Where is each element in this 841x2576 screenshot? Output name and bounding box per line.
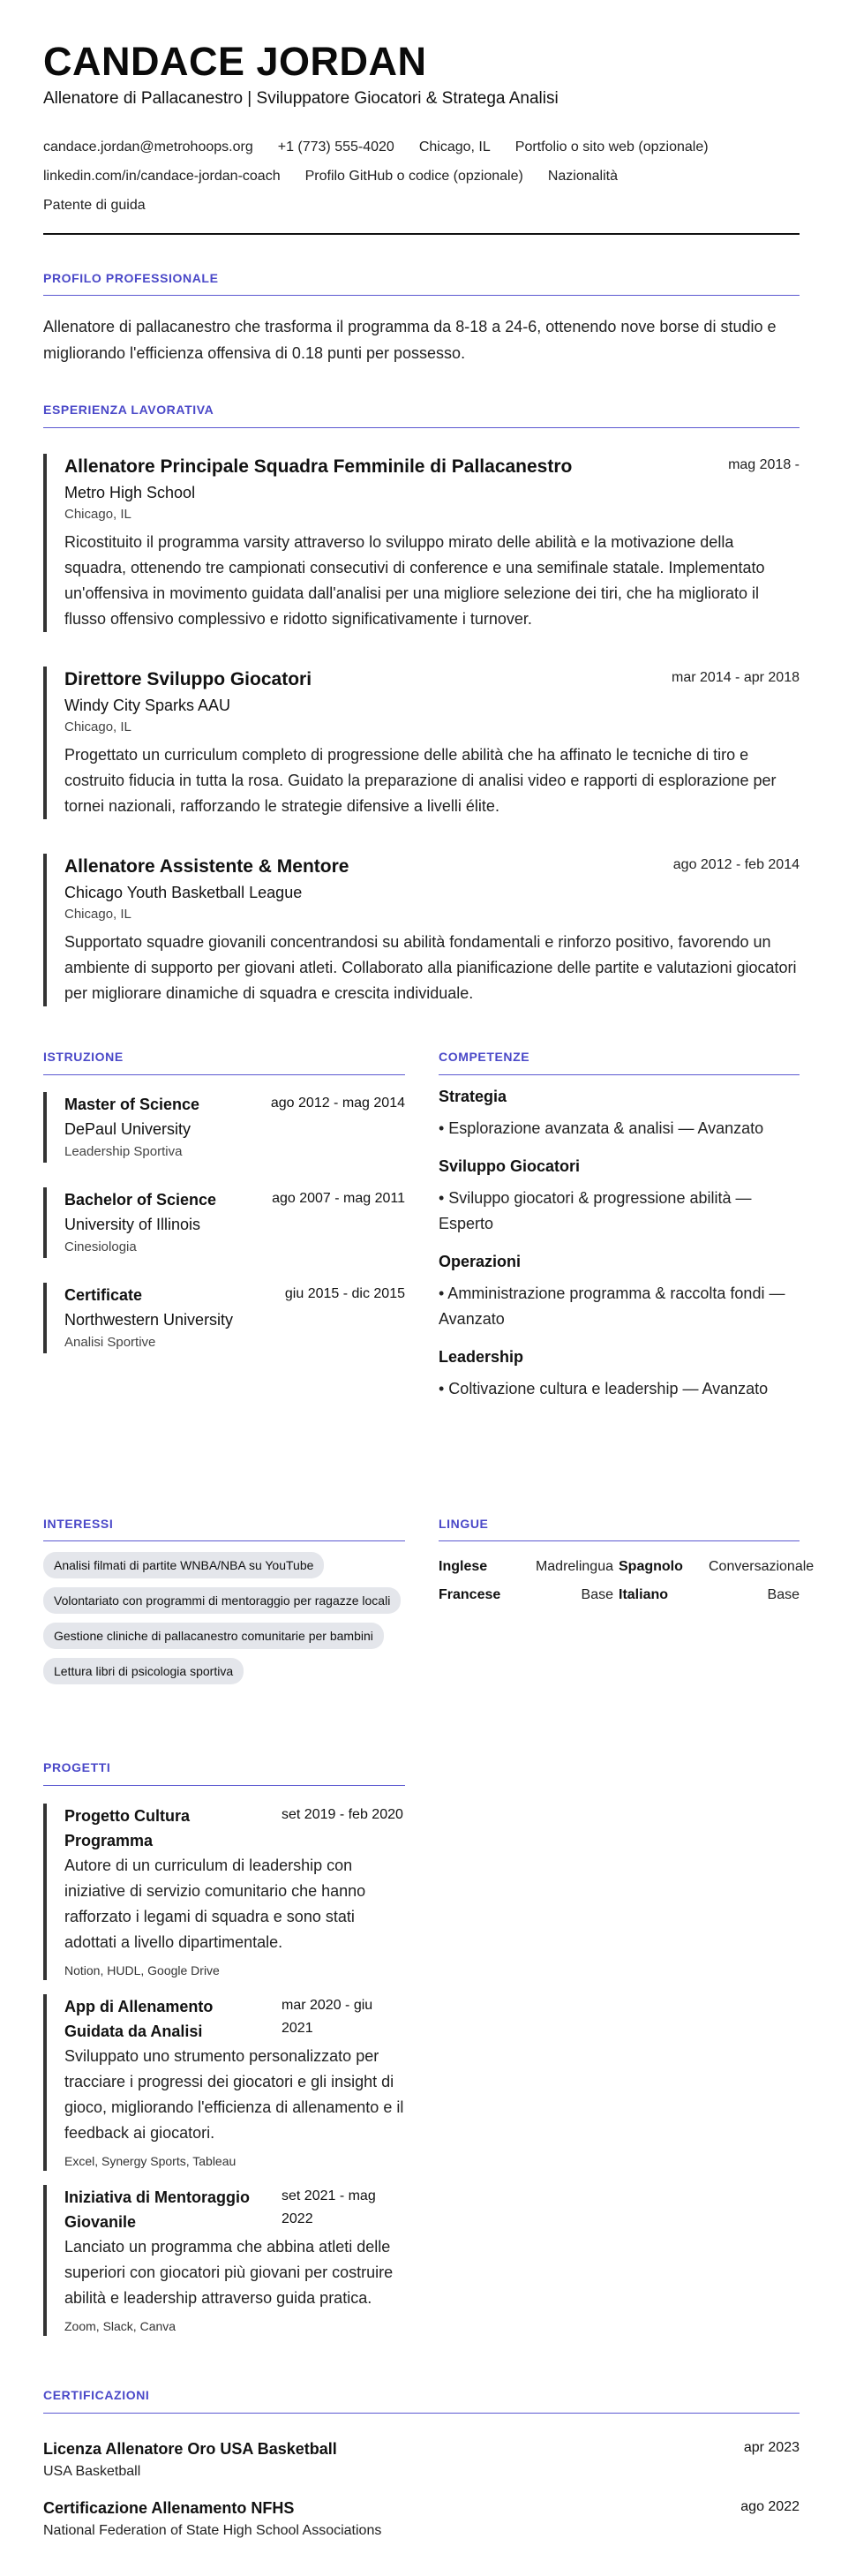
language-level: Madrelingua xyxy=(535,1559,613,1574)
education-field: Cinesiologia xyxy=(64,1239,137,1254)
job-dates: mar 2014 - apr 2018 xyxy=(672,670,800,685)
education-item xyxy=(43,1092,405,1163)
education-degree: Certificate xyxy=(64,1286,143,1304)
project-item xyxy=(43,2185,405,2336)
language-level: Base xyxy=(581,1587,613,1602)
project-name: Progetto Cultura Programma xyxy=(64,1807,190,1849)
language-name: Italiano xyxy=(619,1587,669,1602)
skill-group xyxy=(439,1344,800,1402)
certification-issuer: USA Basketball xyxy=(43,2464,141,2479)
contact-location: Chicago, IL xyxy=(418,139,491,154)
skill-group xyxy=(439,1154,800,1237)
section-title-education: ISTRUZIONE xyxy=(43,1050,124,1064)
education-school: DePaul University xyxy=(64,1120,191,1138)
contact-nationality: Nazionalità xyxy=(547,168,618,184)
education-school: University of Illinois xyxy=(64,1216,201,1233)
interest-chip: Volontariato con programmi di mentoraggio per ragazze locali xyxy=(43,1587,401,1614)
skill-item: • Amministrazione programma & raccolta fondi — Avanzato xyxy=(439,1284,785,1328)
skill-item: • Sviluppo giocatori & progressione abilità — Esperto xyxy=(439,1189,752,1232)
section-divider xyxy=(43,427,800,428)
job-role: Allenatore Principale Squadra Femminile di Pallacanestro xyxy=(64,456,573,477)
project-description: Sviluppato uno strumento personalizzato per tracciare i progressi dei giocatori e gli insight di gioco, migliorando l'efficienza di allenamento e il feedback ai giocatori. xyxy=(64,2047,404,2142)
job-role: Direttore Sviluppo Giocatori xyxy=(64,669,312,689)
job-organization: Windy City Sparks AAU xyxy=(64,697,231,714)
profile-summary: Allenatore di pallacanestro che trasforma il programma da 8-18 a 24-6, ottenendo nove borse di studio e migliorando l'efficienza offensiva di 0.18 punti per possesso. xyxy=(43,318,777,362)
skill-item: • Esplorazione avanzata & analisi — Avanzato xyxy=(439,1119,764,1137)
project-dates: set 2019 - feb 2020 xyxy=(282,1807,403,1822)
section-title-languages: LINGUE xyxy=(439,1517,489,1531)
education-degree: Bachelor of Science xyxy=(64,1191,217,1209)
project-tech: Notion, HUDL, Google Drive xyxy=(64,1963,220,1977)
job-dates: mag 2018 - xyxy=(728,457,800,472)
section-title-projects: PROGETTI xyxy=(43,1760,111,1774)
interest-chip: Analisi filmati di partite WNBA/NBA su YouTube xyxy=(43,1552,324,1578)
interests-list xyxy=(43,1552,405,1693)
skill-group xyxy=(439,1249,800,1332)
project-dates: set 2021 - mag 2022 xyxy=(282,2188,376,2226)
section-divider xyxy=(43,2413,800,2414)
contact-license: Patente di guida xyxy=(43,197,146,213)
project-description: Autore di un curriculum di leadership con iniziative di servizio comunitario che hanno rafforzato i legami di squadra e sono stati adottati a livello dipartimentale. xyxy=(64,1857,366,1951)
section-title-skills: COMPETENZE xyxy=(439,1050,530,1064)
project-item xyxy=(43,1804,405,1980)
project-description: Lanciato un programma che abbina atleti delle superiori con giocatori più giovani per costruire abilità e leadership attraverso guida pratica. xyxy=(64,2238,394,2307)
section-title-certifications: CERTIFICAZIONI xyxy=(43,2388,150,2402)
project-tech: Excel, Synergy Sports, Tableau xyxy=(64,2154,237,2168)
project-item xyxy=(43,1994,405,2171)
language-level: Base xyxy=(767,1587,800,1602)
skill-group-title: Leadership xyxy=(439,1348,524,1366)
education-dates: ago 2012 - mag 2014 xyxy=(270,1096,405,1111)
certification-item xyxy=(43,2437,800,2482)
job-organization: Metro High School xyxy=(64,484,196,501)
language-name: Spagnolo xyxy=(619,1559,683,1574)
project-name: Iniziativa di Mentoraggio Giovanile xyxy=(64,2188,251,2231)
job-location: Chicago, IL xyxy=(64,907,131,922)
section-title-experience: ESPERIENZA LAVORATIVA xyxy=(43,403,214,417)
education-item xyxy=(43,1283,405,1353)
certification-issuer: National Federation of State High School Associations xyxy=(43,2523,382,2538)
candidate-name: CANDACE JORDAN xyxy=(43,39,427,84)
certification-item xyxy=(43,2496,800,2542)
skill-group-title: Strategia xyxy=(439,1088,507,1105)
contact-github[interactable]: Profilo GitHub o codice (opzionale) xyxy=(304,168,523,184)
experience-item xyxy=(43,454,800,632)
section-divider xyxy=(43,295,800,296)
job-dates: ago 2012 - feb 2014 xyxy=(672,857,800,872)
certification-date: ago 2022 xyxy=(740,2499,800,2514)
skill-item: • Coltivazione cultura e leadership — Avanzato xyxy=(439,1380,769,1397)
section-divider xyxy=(43,1540,405,1541)
candidate-title: Allenatore di Pallacanestro | Sviluppatore Giocatori & Stratega Analisi xyxy=(43,89,559,108)
header-divider xyxy=(43,233,800,235)
certification-name: Certificazione Allenamento NFHS xyxy=(43,2499,295,2517)
language-name: Inglese xyxy=(439,1559,488,1574)
education-dates: ago 2007 - mag 2011 xyxy=(272,1191,405,1206)
section-divider xyxy=(43,1785,405,1786)
job-location: Chicago, IL xyxy=(64,719,131,734)
skills-list xyxy=(439,1084,800,1414)
contact-linkedin[interactable]: linkedin.com/in/candace-jordan-coach xyxy=(43,168,281,184)
certification-date: apr 2023 xyxy=(743,2440,800,2455)
languages-grid xyxy=(439,1559,815,1603)
job-organization: Chicago Youth Basketball League xyxy=(64,884,303,901)
skill-group xyxy=(439,1084,800,1141)
interest-chip: Gestione cliniche di pallacanestro comunitarie per bambini xyxy=(43,1623,384,1649)
education-field: Analisi Sportive xyxy=(64,1335,156,1350)
skill-group-title: Operazioni xyxy=(439,1253,522,1270)
job-location: Chicago, IL xyxy=(64,507,131,522)
section-divider xyxy=(43,1074,405,1075)
section-divider xyxy=(439,1540,800,1541)
project-tech: Zoom, Slack, Canva xyxy=(64,2319,176,2333)
education-degree: Master of Science xyxy=(64,1096,200,1113)
education-item xyxy=(43,1187,405,1258)
job-description: Ricostituito il programma varsity attraverso lo sviluppo mirato delle abilità e la motivazione della squadra, ottenendo tre campionati consecutivi di conference e una semifinale statale. Implementato un'offensiva in movimento guidata dall'analisi per una migliore selezione dei tiri, che ha migliorato il flusso offensivo complessivo e ridotto significativamente i turnover. xyxy=(64,533,765,628)
education-school: Northwestern University xyxy=(64,1311,234,1329)
project-name: App di Allenamento Guidata da Analisi xyxy=(64,1998,214,2040)
contact-portfolio[interactable]: Portfolio o sito web (opzionale) xyxy=(514,139,709,154)
education-dates: giu 2015 - dic 2015 xyxy=(284,1286,405,1301)
experience-item xyxy=(43,667,800,819)
section-divider xyxy=(439,1074,800,1075)
job-description: Progettato un curriculum completo di progressione delle abilità che ha affinato le tecniche di tiro e costruito fiducia in tutta la rosa. Guidato la preparazione di analisi video e rapporti di esplorazione per tornei nazionali, rafforzando le strategie difensive a livelli élite. xyxy=(64,746,777,815)
certification-name: Licenza Allenatore Oro USA Basketball xyxy=(43,2440,337,2458)
contact-email[interactable]: candace.jordan@metrohoops.org xyxy=(43,139,253,154)
education-field: Leadership Sportiva xyxy=(64,1144,183,1159)
job-description: Supportato squadre giovanili concentrandosi su abilità fondamentali e rinforzo positivo, favorendo un ambiente di supporto per giovani atleti. Collaborato alla pianificazione delle partite e valutazioni giocatori per migliorare dinamiche di squadra e crescita individuale. xyxy=(64,933,797,1002)
project-dates: mar 2020 - giu 2021 xyxy=(282,1998,373,2036)
skill-group-title: Sviluppo Giocatori xyxy=(439,1157,581,1175)
job-role: Allenatore Assistente & Mentore xyxy=(64,856,349,877)
section-title-profile: PROFILO PROFESSIONALE xyxy=(43,271,219,285)
contact-phone[interactable]: +1 (773) 555-4020 xyxy=(277,139,394,154)
language-name: Francese xyxy=(439,1587,501,1602)
contact-info xyxy=(43,132,800,220)
section-title-interests: INTERESSI xyxy=(43,1517,114,1531)
language-level: Conversazionale xyxy=(709,1559,815,1574)
experience-item xyxy=(43,854,800,1006)
interest-chip: Lettura libri di psicologia sportiva xyxy=(43,1658,244,1684)
